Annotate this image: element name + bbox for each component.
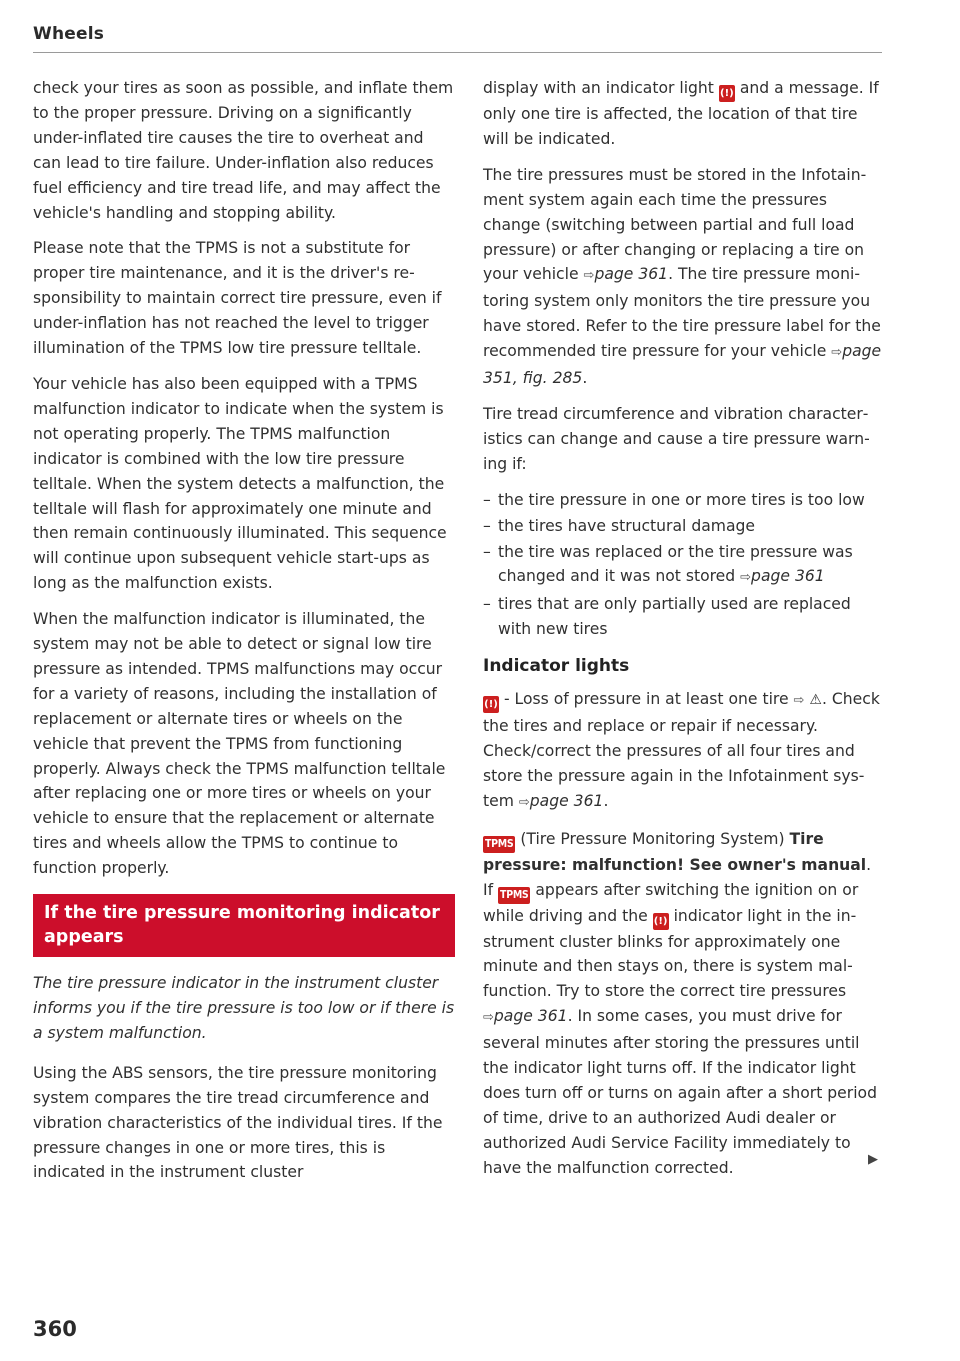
page-reference-link[interactable]: ⇨page 361	[583, 265, 669, 284]
paragraph: (!) - Loss of pressure in at least one tire ⇨ ⚠. Check the tires and replace or repair if necessary. Check/correct the pressures of all four tires and store the pressure again in the Infotainment system ⇨page 361.	[483, 690, 880, 810]
tire-pressure-warning-icon: (!)	[483, 696, 499, 713]
paragraph: check your tires as soon as possible, and inflate them to the proper pressure. Driving on a significantly under-inflated tire causes the tire to overheat and can lead to tire failure. Under-inflation also reduces fuel efficiency and tire tread life, and may affect the vehicle's handling and stopping ability.	[33, 79, 454, 222]
reference-arrow-icon: ⇨	[518, 794, 530, 810]
paragraph: The tire pressures must be stored in the Infotainment system again each time the pressures change (switching between partial and full load pressure) or after changing or replacing a tire on your vehicle ⇨page 361. The tire pressure monitoring system only monitors the tire pressure you have stored. Refer to the tire pressure label for the recommended tire pressure for your vehicle ⇨page 351, fig. 285.	[483, 165, 882, 388]
tire-pressure-warning-icon: (!)	[653, 913, 669, 930]
reference-arrow-icon: ⇨	[740, 570, 752, 586]
reference-arrow-icon: ⇨	[793, 693, 805, 709]
left-column	[33, 76, 455, 1196]
subsection-heading: Indicator lights	[483, 656, 630, 677]
section-heading: If the tire pressure monitoring indicator appears	[33, 894, 455, 957]
list-item: – tires that are only partially used are replaced with new tires	[483, 592, 883, 642]
paragraph: display with an indicator light (!) and a message. If only one tire is affected, the location of that tire will be indicated.	[483, 79, 879, 148]
paragraph: Please note that the TPMS is not a substitute for proper tire maintenance, and it is the driver's responsibility to maintain correct tire pressure, even if under-inflation has not reached the level to trigger illumination of the TPMS low tire pressure telltale.	[33, 239, 442, 358]
paragraph: When the malfunction indicator is illuminated, the system may not be able to detect or signal low tire pressure as intended. TPMS malfunctions may occur for a variety of reasons, including the installation of replacement or alternate tires or wheels on the vehicle that prevent the TPMS from functioning properly. Always check the TPMS malfunction telltale after replacing one or more tires or wheels on your vehicle to ensure that the replacement or alternate tires and wheels allow the TPMS to continue to function properly.	[33, 610, 446, 878]
tire-pressure-warning-icon: (!)	[719, 85, 735, 102]
section-intro: The tire pressure indicator in the instrument cluster informs you if the tire pressure is too low or if there is a system malfunction.	[33, 974, 455, 1042]
right-column	[483, 76, 883, 1192]
page-reference-link[interactable]: ⇨page 361	[518, 791, 604, 810]
reference-arrow-icon: ⇨	[831, 345, 843, 361]
paragraph: Tire tread circumference and vibration characteristics can change and cause a tire pressure warning if:	[483, 404, 870, 473]
tpms-indicator-icon: TPMS	[483, 836, 515, 853]
list-item: – the tire was replaced or the tire pressure was changed and it was not stored ⇨page 361	[483, 540, 883, 592]
continue-arrow-icon: ▶	[868, 1152, 878, 1167]
paragraph: Using the ABS sensors, the tire pressure monitoring system compares the tire tread circumference and vibration characteristics of the individual tires. If the pressure changes in one or more tires, this is indicated in the instrument cluster	[33, 1063, 443, 1182]
tpms-indicator-icon: TPMS	[498, 887, 530, 904]
warning-triangle-icon: ⚠	[809, 692, 822, 709]
list-item: – the tire pressure in one or more tires is too low	[483, 488, 883, 513]
reference-arrow-icon: ⇨	[583, 268, 595, 284]
reference-arrow-icon: ⇨	[483, 1010, 494, 1026]
header-rule	[33, 52, 882, 53]
page-reference-link[interactable]: ⇨page 351, fig. 285	[483, 342, 882, 388]
condition-list	[483, 488, 883, 642]
list-item: – the tires have structural damage	[483, 514, 883, 539]
page-reference-link[interactable]: ⇨page 361	[483, 1007, 568, 1026]
running-header: Wheels	[33, 24, 105, 44]
paragraph: TPMS (Tire Pressure Monitoring System) Tire pressure: malfunction! See owner's manual. If TPMS appears after switching the ignition on or while driving and the (!) indicator light in the instrument cluster blinks for approximately one minute and then stays on, there is system malfunction. Try to store the correct tire pressures ⇨page 361. In some cases, you must drive for several minutes after storing the pressures until the indicator light turns off. If the indicator light does turn off or turns on again after a short period of time, drive to an authorized Audi dealer or authorized Audi Service Facility immediately to have the malfunction corrected.	[483, 829, 877, 1177]
page-reference-link[interactable]: ⇨page 361	[740, 567, 825, 586]
page-number: 360	[33, 1317, 77, 1341]
paragraph: Your vehicle has also been equipped with a TPMS malfunction indicator to indicate when the system is not operating properly. The TPMS malfunction indicator is combined with the low tire pressure telltale. When the system detects a malfunction, the telltale will flash for approximately one minute and then remain continuously illuminated. This sequence will continue upon subsequent vehicle start-ups as long as the malfunction exists.	[33, 374, 447, 593]
